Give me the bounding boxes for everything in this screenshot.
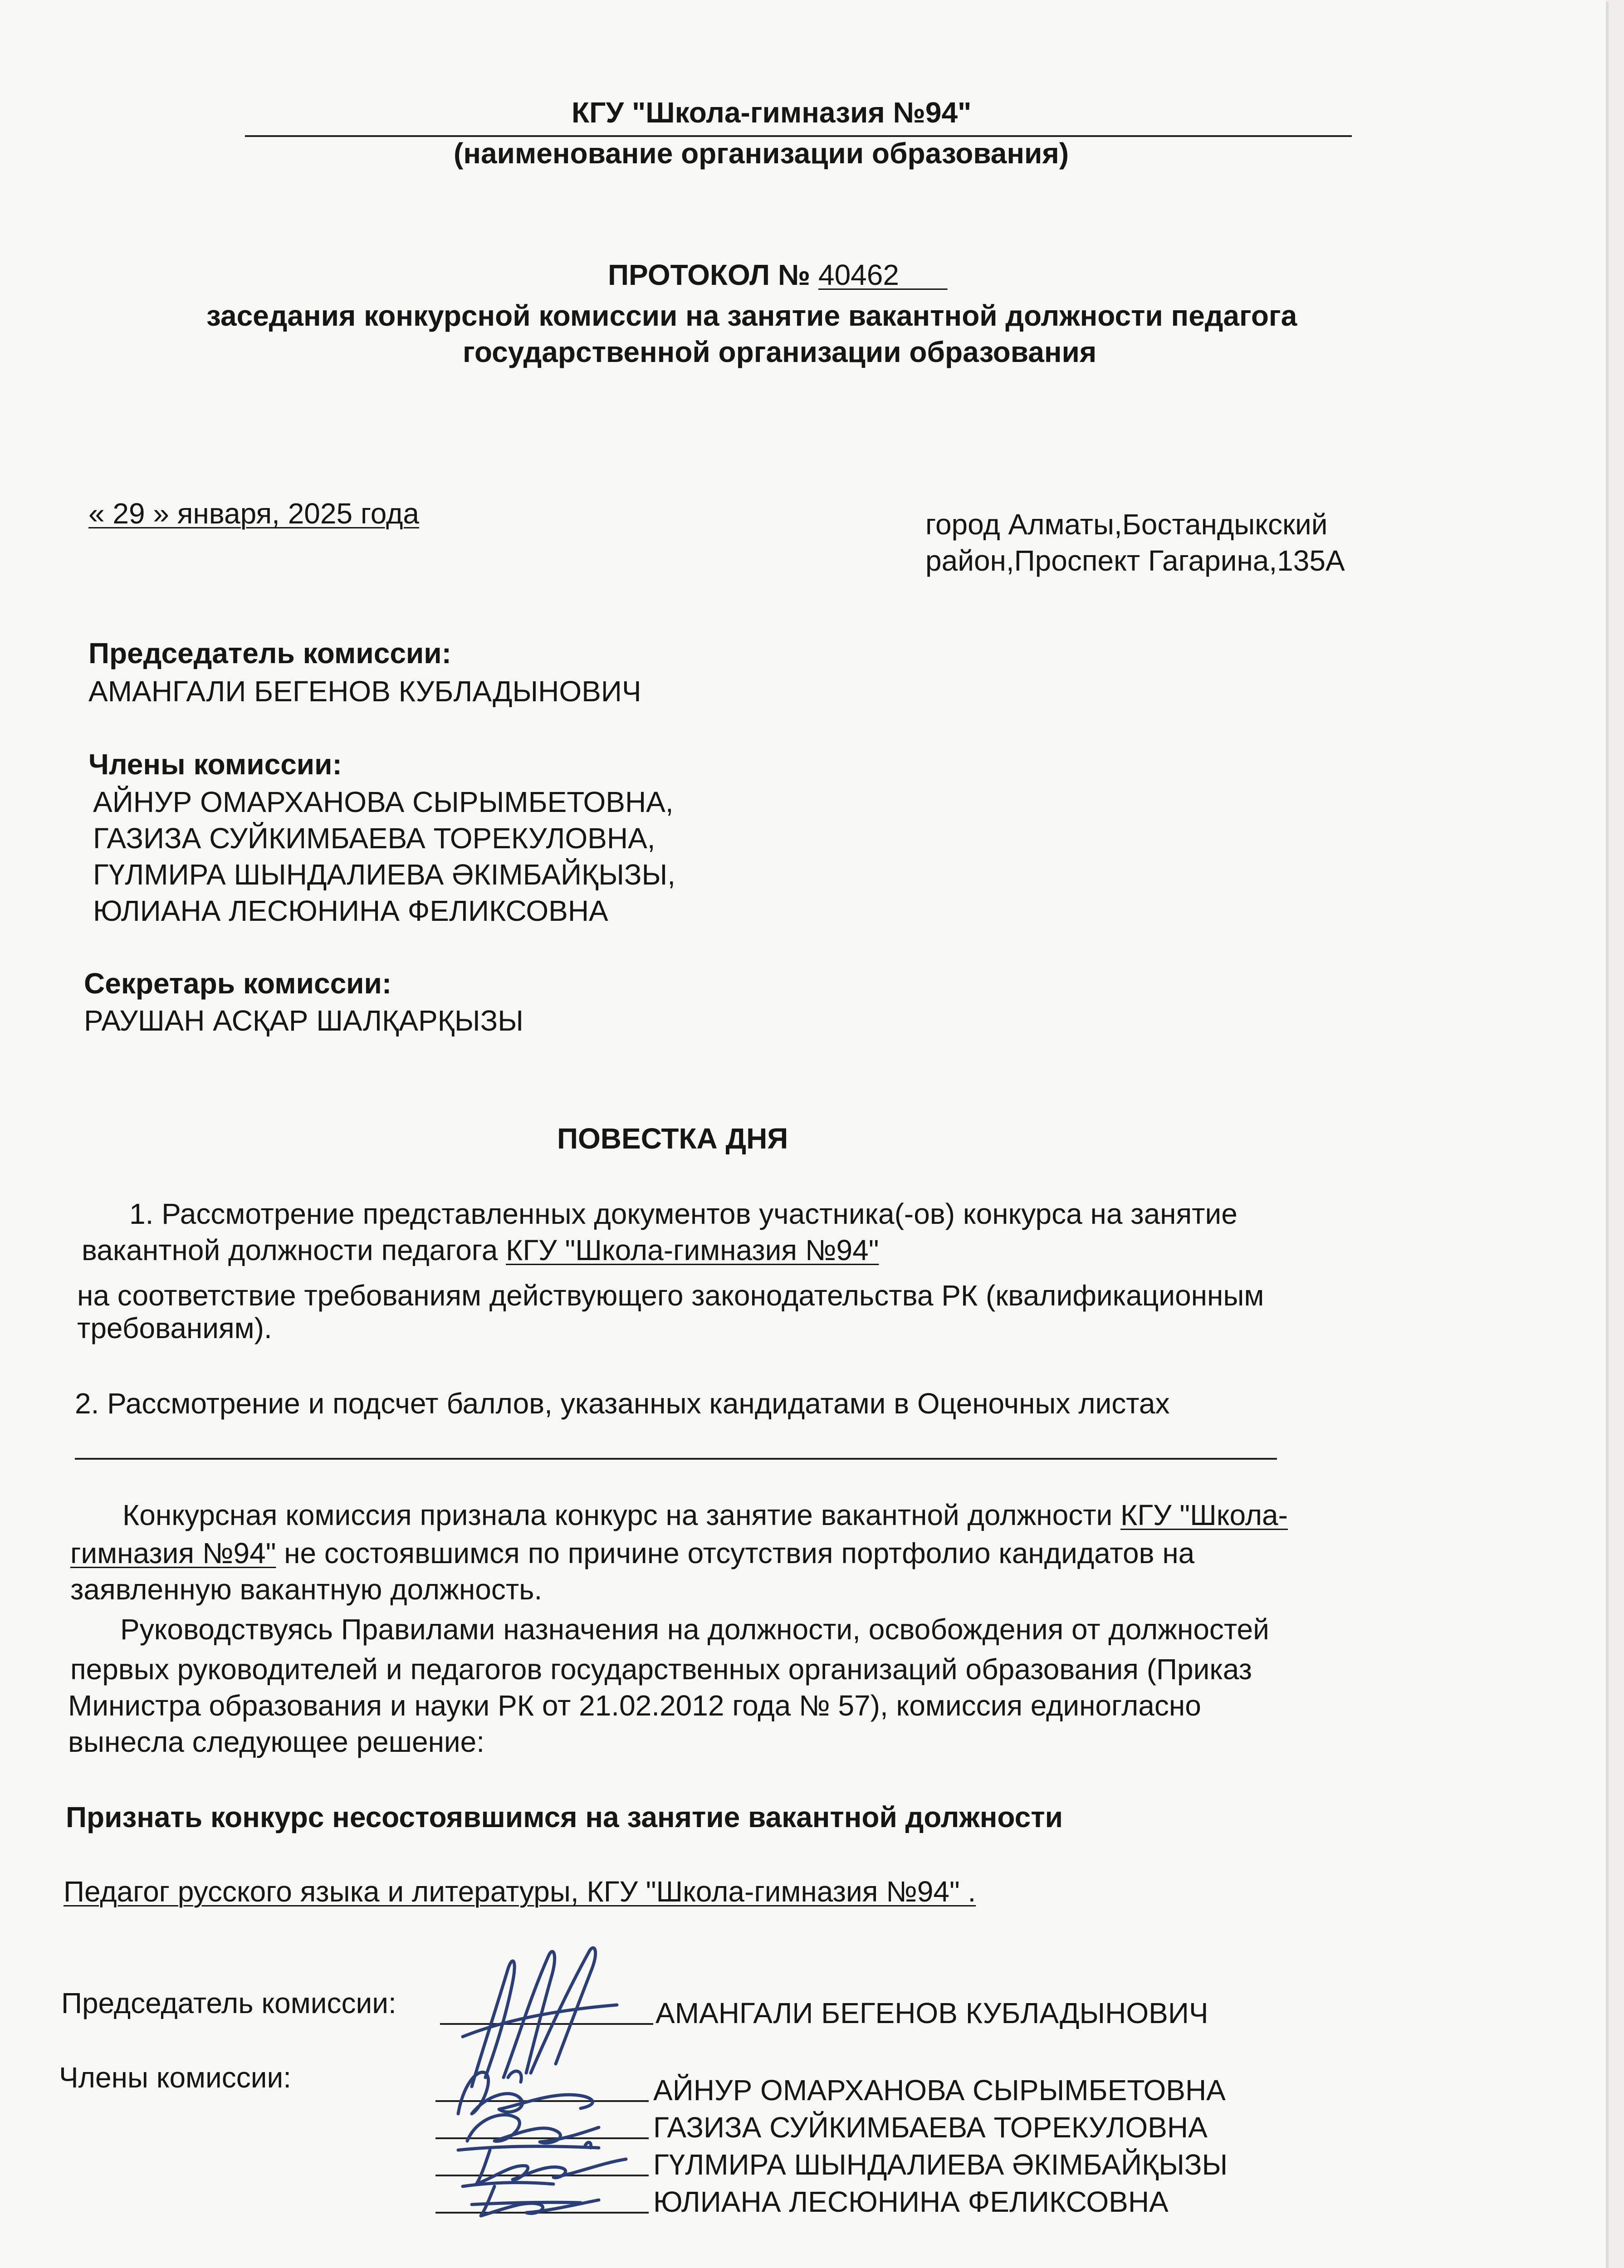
paragraph1-org-part1: КГУ "Школа- [1120, 1499, 1288, 1531]
agenda-item1-line1: 1. Рассмотрение представленных документов участника(-ов) конкурса на занятие [129, 1198, 1238, 1230]
paragraph1-prefix: Конкурсная комиссия признала конкурс на занятие вакантной должности [122, 1499, 1121, 1531]
member-2: ГАЗИЗА СУЙКИМБАЕВА ТОРЕКУЛОВНА, [93, 822, 655, 855]
signature-chair-name: АМАНГАЛИ БЕГЕНОВ КУБЛАДЫНОВИЧ [655, 1997, 1208, 2029]
secretary-name: РАУШАН АСҚАР ШАЛҚАРҚЫЗЫ [84, 1004, 523, 1037]
signature-chair-label: Председатель комиссии: [61, 1987, 396, 2019]
agenda-divider [75, 1458, 1277, 1460]
paragraph2-line4: вынесла следующее решение: [68, 1725, 485, 1758]
protocol-subtitle-line1: заседания конкурсной комиссии на занятие вакантной должности педагога [206, 299, 1297, 332]
paragraph2-line3: Министра образования и науки РК от 21.02.2012 года № 57), комиссия единогласно [68, 1689, 1201, 1722]
secretary-label: Секретарь комиссии: [84, 967, 392, 1000]
agenda-item1-line4: требованиям). [77, 1312, 272, 1344]
agenda-item2: 2. Рассмотрение и подсчет баллов, указанных кандидатами в Оценочных листах [75, 1387, 1170, 1420]
chair-label: Председатель комиссии: [88, 637, 451, 670]
signature-member-1: АЙНУР ОМАРХАНОВА СЫРЫМБЕТОВНА [653, 2074, 1226, 2107]
agenda-title: ПОВЕСТКА ДНЯ [557, 1122, 788, 1155]
member-1: АЙНУР ОМАРХАНОВА СЫРЫМБЕТОВНА, [93, 786, 674, 818]
org-caption: (наименование организации образования) [454, 137, 1069, 170]
decision-title: Признать конкурс несостоявшимся на занятие вакантной должности [66, 1801, 1063, 1833]
signature-member-4: ЮЛИАНА ЛЕСЮНИНА ФЕЛИКСОВНА [653, 2185, 1169, 2218]
chair-name: АМАНГАЛИ БЕГЕНОВ КУБЛАДЫНОВИЧ [88, 675, 641, 708]
agenda-item1-prefix: вакантной должности педагога [82, 1234, 506, 1266]
protocol-number: 40462 [818, 259, 899, 291]
members-label: Члены комиссии: [88, 748, 342, 781]
signature-scribble-member-4 [454, 2173, 617, 2223]
agenda-item1-line2 [82, 1232, 879, 1269]
meeting-date: « 29 » января, 2025 года [88, 497, 419, 530]
protocol-subtitle-line2: государственной организации образования [463, 336, 1097, 368]
meeting-place-line1: город Алматы,Бостандыкский [925, 508, 1328, 541]
member-3: ГҮЛМИРА ШЫНДАЛИЕВА ӘКІМБАЙҚЫЗЫ, [93, 858, 675, 891]
protocol-title [608, 257, 948, 294]
meeting-place-line2: район,Проспект Гагарина,135А [925, 544, 1345, 577]
signature-member-2: ГАЗИЗА СУЙКИМБАЕВА ТОРЕКУЛОВНА [653, 2111, 1208, 2144]
decision-position: Педагог русского языка и литературы, КГУ "Школа-гимназия №94" . [64, 1875, 976, 1908]
agenda-item1-org: КГУ "Школа-гимназия №94" [506, 1234, 879, 1266]
paragraph1-rest: не состоявшимся по причине отсутствия портфолио кандидатов на [276, 1537, 1195, 1569]
org-name: КГУ "Школа-гимназия №94" [572, 96, 972, 129]
paragraph2-line1: Руководствуясь Правилами назначения на должности, освобождения от должностей [120, 1613, 1269, 1646]
paragraph1-org-part2: гимназия №94" [70, 1537, 276, 1569]
paragraph2-line2: первых руководителей и педагогов государственных организаций образования (Приказ [70, 1653, 1252, 1686]
member-4: ЮЛИАНА ЛЕСЮНИНА ФЕЛИКСОВНА [93, 894, 608, 927]
signature-member-3: ГҮЛМИРА ШЫНДАЛИЕВА ӘКІМБАЙҚЫЗЫ [653, 2148, 1228, 2181]
paragraph1-line1 [122, 1497, 1288, 1534]
protocol-title-prefix: ПРОТОКОЛ № [608, 259, 818, 291]
paragraph1-line2 [70, 1535, 1194, 1572]
agenda-item1-line3: на соответствие требованиям действующего законодательства РК (квалификационным [77, 1279, 1264, 1312]
signature-members-label: Члены комиссии: [59, 2061, 292, 2094]
paragraph1-line3: заявленную вакантную должность. [70, 1573, 543, 1606]
